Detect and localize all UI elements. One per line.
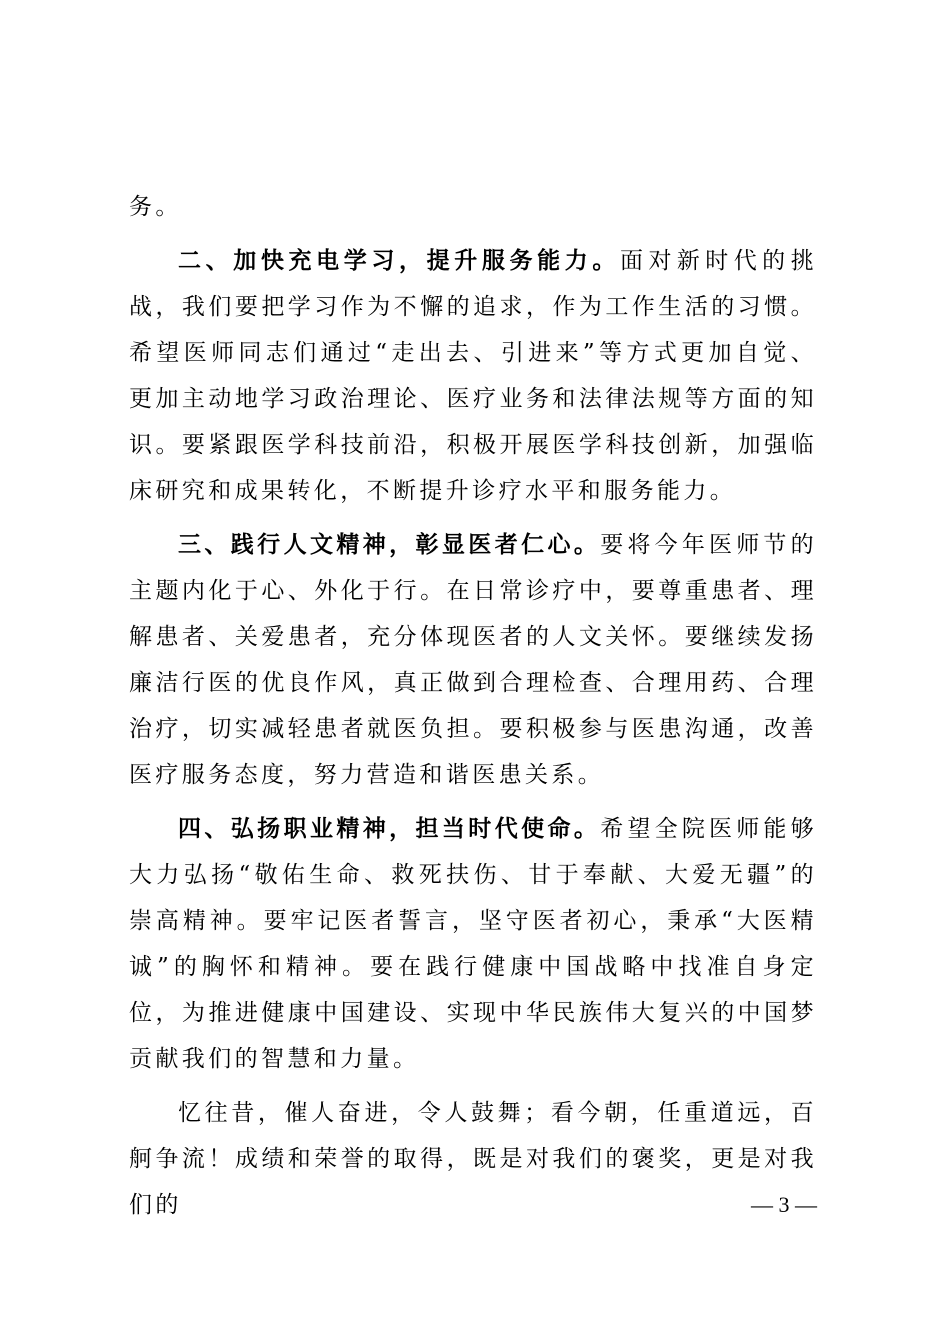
paragraph-text: 务。 (129, 194, 182, 220)
page-number: — 3 — (751, 1192, 817, 1217)
section-heading: 四、弘扬职业精神，担当时代使命。 (178, 816, 601, 842)
paragraph-text: 忆往昔，催人奋进，令人鼓舞；看今朝，任重道远，百舸争流！成绩和荣誉的取得，既是对我们的褒奖，更是对我们的 (129, 1100, 817, 1218)
paragraph-section-2 (129, 238, 817, 514)
paragraph-text: 面对新时代的挑战，我们要把学习作为不懈的追求，作为工作生活的习惯。希望医师同志们通过“走出去、引进来”等方式更加自觉、更加主动地学习政治理论、医疗业务和法律法规等方面的知识。要紧跟医学科技前沿，积极开展医学科技创新，加强临床研究和成果转化，不断提升诊疗水平和服务能力。 (129, 248, 817, 504)
paragraph-section-4 (129, 806, 817, 1082)
paragraph-continuation (129, 184, 817, 230)
body-text (129, 184, 817, 1228)
paragraph-closing (129, 1090, 817, 1228)
paragraph-section-3 (129, 522, 817, 798)
section-heading: 三、践行人文精神，彰显医者仁心。 (178, 532, 601, 558)
paragraph-text: 希望全院医师能够大力弘扬“敬佑生命、救死扶伤、甘于奉献、大爱无疆”的崇高精神。要牢记医者誓言，坚守医者初心，秉承“大医精诚”的胸怀和精神。要在践行健康中国战略中找准自身定位，为推进健康中国建设、实现中华民族伟大复兴的中国梦贡献我们的智慧和力量。 (129, 816, 818, 1072)
section-heading: 二、加快充电学习，提升服务能力。 (178, 248, 621, 274)
paragraph-text: 要将今年医师节的主题内化于心、外化于行。在日常诊疗中，要尊重患者、理解患者、关爱患者，充分体现医者的人文关怀。要继续发扬廉洁行医的优良作风，真正做到合理检查、合理用药、合理治疗，切实减轻患者就医负担。要积极参与医患沟通，改善医疗服务态度，努力营造和谐医患关系。 (129, 532, 818, 788)
